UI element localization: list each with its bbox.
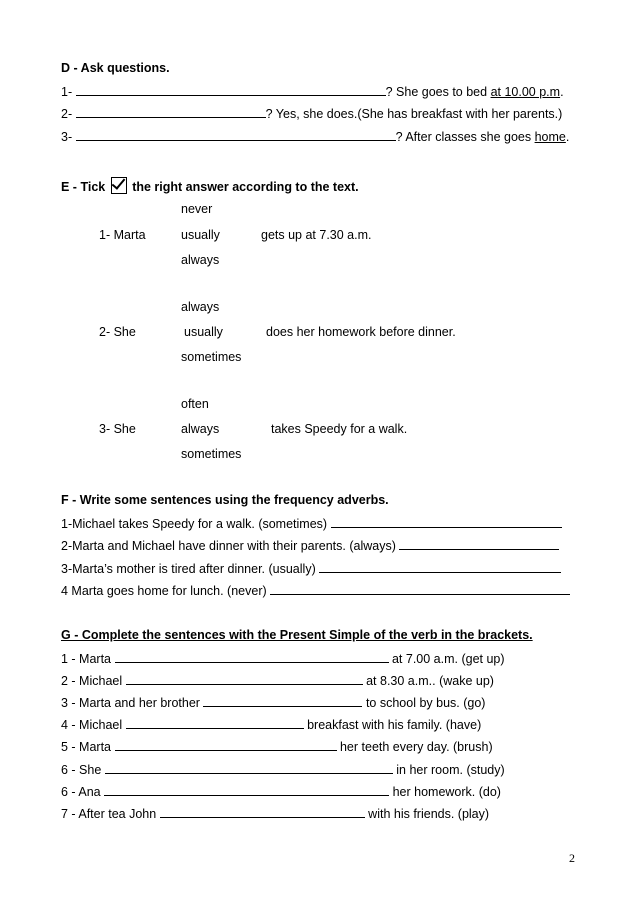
item-subject: 1- Marta — [99, 228, 146, 242]
item-predicate: does her homework before dinner. — [266, 325, 456, 339]
item-subject: 3- She — [99, 422, 136, 436]
underlined-answer: at 10.00 p.m — [490, 85, 561, 99]
option-often[interactable]: often — [181, 397, 209, 411]
prompt-text: 3-Marta’s mother is tired after dinner. (usually) — [61, 562, 316, 576]
line-number: 2- — [61, 107, 73, 121]
prompt-text: her teeth every day. (brush) — [339, 740, 493, 754]
item-predicate: gets up at 7.30 a.m. — [261, 228, 372, 242]
question-line-2 — [61, 106, 562, 121]
option-always[interactable]: always — [181, 422, 220, 436]
fill-line-6 — [61, 762, 505, 777]
sentence-line-1 — [61, 516, 562, 531]
item-subject: 2- She — [99, 325, 136, 339]
answer-blank[interactable] — [126, 717, 304, 729]
section-e-heading — [61, 177, 359, 194]
line-number: 1- — [61, 85, 73, 99]
answer-blank[interactable] — [160, 806, 365, 818]
prompt-text: 3 - Marta and her brother — [61, 696, 200, 710]
sentence-line-2 — [61, 538, 559, 553]
option-usually[interactable]: usually — [184, 325, 223, 339]
answer-text: ? After classes she goes — [395, 130, 535, 144]
line-number: 3- — [61, 130, 73, 144]
answer-blank[interactable] — [105, 762, 393, 774]
answer-blank[interactable] — [399, 538, 559, 550]
question-line-1 — [61, 84, 564, 99]
underlined-answer: home — [534, 130, 566, 144]
sentence-line-4 — [61, 583, 570, 598]
fill-line-1 — [61, 651, 505, 666]
page-number: 2 — [569, 851, 575, 865]
answer-blank[interactable] — [76, 106, 266, 118]
prompt-text: at 7.00 a.m. (get up) — [391, 652, 505, 666]
answer-blank[interactable] — [319, 561, 561, 573]
prompt-text: breakfast with his family. (have) — [307, 718, 482, 732]
option-usually[interactable]: usually — [181, 228, 220, 242]
prompt-text: 6 - She — [61, 763, 102, 777]
answer-blank[interactable] — [76, 84, 386, 96]
option-sometimes[interactable]: sometimes — [181, 447, 242, 461]
fill-line-2 — [61, 673, 494, 688]
prompt-text: 7 - After tea John — [61, 807, 157, 821]
prompt-text: her homework. (do) — [392, 785, 501, 799]
fill-line-4 — [61, 717, 481, 732]
prompt-text: 5 - Marta — [61, 740, 112, 754]
sentence-line-3 — [61, 561, 561, 576]
line-tail: . — [560, 85, 564, 99]
answer-blank[interactable] — [76, 129, 396, 141]
answer-blank[interactable] — [104, 784, 389, 796]
answer-blank[interactable] — [115, 651, 389, 663]
section-d-heading: D - Ask questions. — [61, 61, 170, 75]
answer-blank[interactable] — [126, 673, 363, 685]
item-predicate: takes Speedy for a walk. — [271, 422, 408, 436]
prompt-text: 1-Michael takes Speedy for a walk. (sometimes) — [61, 517, 328, 531]
prompt-text: 2-Marta and Michael have dinner with their parents. (always) — [61, 539, 396, 553]
option-always[interactable]: always — [181, 300, 220, 314]
prompt-text: 6 - Ana — [61, 785, 101, 799]
answer-blank[interactable] — [203, 695, 362, 707]
prompt-text: 2 - Michael — [61, 674, 123, 688]
heading-text: E - Tick — [61, 180, 106, 194]
fill-line-5 — [61, 739, 493, 754]
prompt-text: in her room. (study) — [396, 763, 505, 777]
prompt-text: 4 - Michael — [61, 718, 123, 732]
answer-text: ? She goes to bed — [385, 85, 491, 99]
fill-line-8 — [61, 806, 489, 821]
option-never[interactable]: never — [181, 202, 213, 216]
prompt-text: with his friends. (play) — [368, 807, 490, 821]
prompt-text: 1 - Marta — [61, 652, 112, 666]
answer-blank[interactable] — [331, 516, 562, 528]
prompt-text: to school by bus. (go) — [365, 696, 486, 710]
checkbox-icon — [111, 177, 127, 194]
option-sometimes[interactable]: sometimes — [181, 350, 242, 364]
option-always[interactable]: always — [181, 253, 220, 267]
fill-line-3 — [61, 695, 485, 710]
answer-blank[interactable] — [115, 739, 337, 751]
heading-text: the right answer according to the text. — [132, 180, 359, 194]
line-tail: . — [565, 130, 570, 144]
answer-blank[interactable] — [270, 583, 570, 595]
fill-line-7 — [61, 784, 501, 799]
answer-text: ? Yes, she does.(She has breakfast with her parents.) — [265, 107, 563, 121]
prompt-text: at 8.30 a.m.. (wake up) — [366, 674, 494, 688]
section-f-heading: F - Write some sentences using the frequency adverbs. — [61, 493, 389, 507]
section-g-heading: G - Complete the sentences with the Present Simple of the verb in the brackets. — [61, 628, 533, 642]
question-line-3 — [61, 129, 569, 144]
prompt-text: 4 Marta goes home for lunch. (never) — [61, 584, 267, 598]
